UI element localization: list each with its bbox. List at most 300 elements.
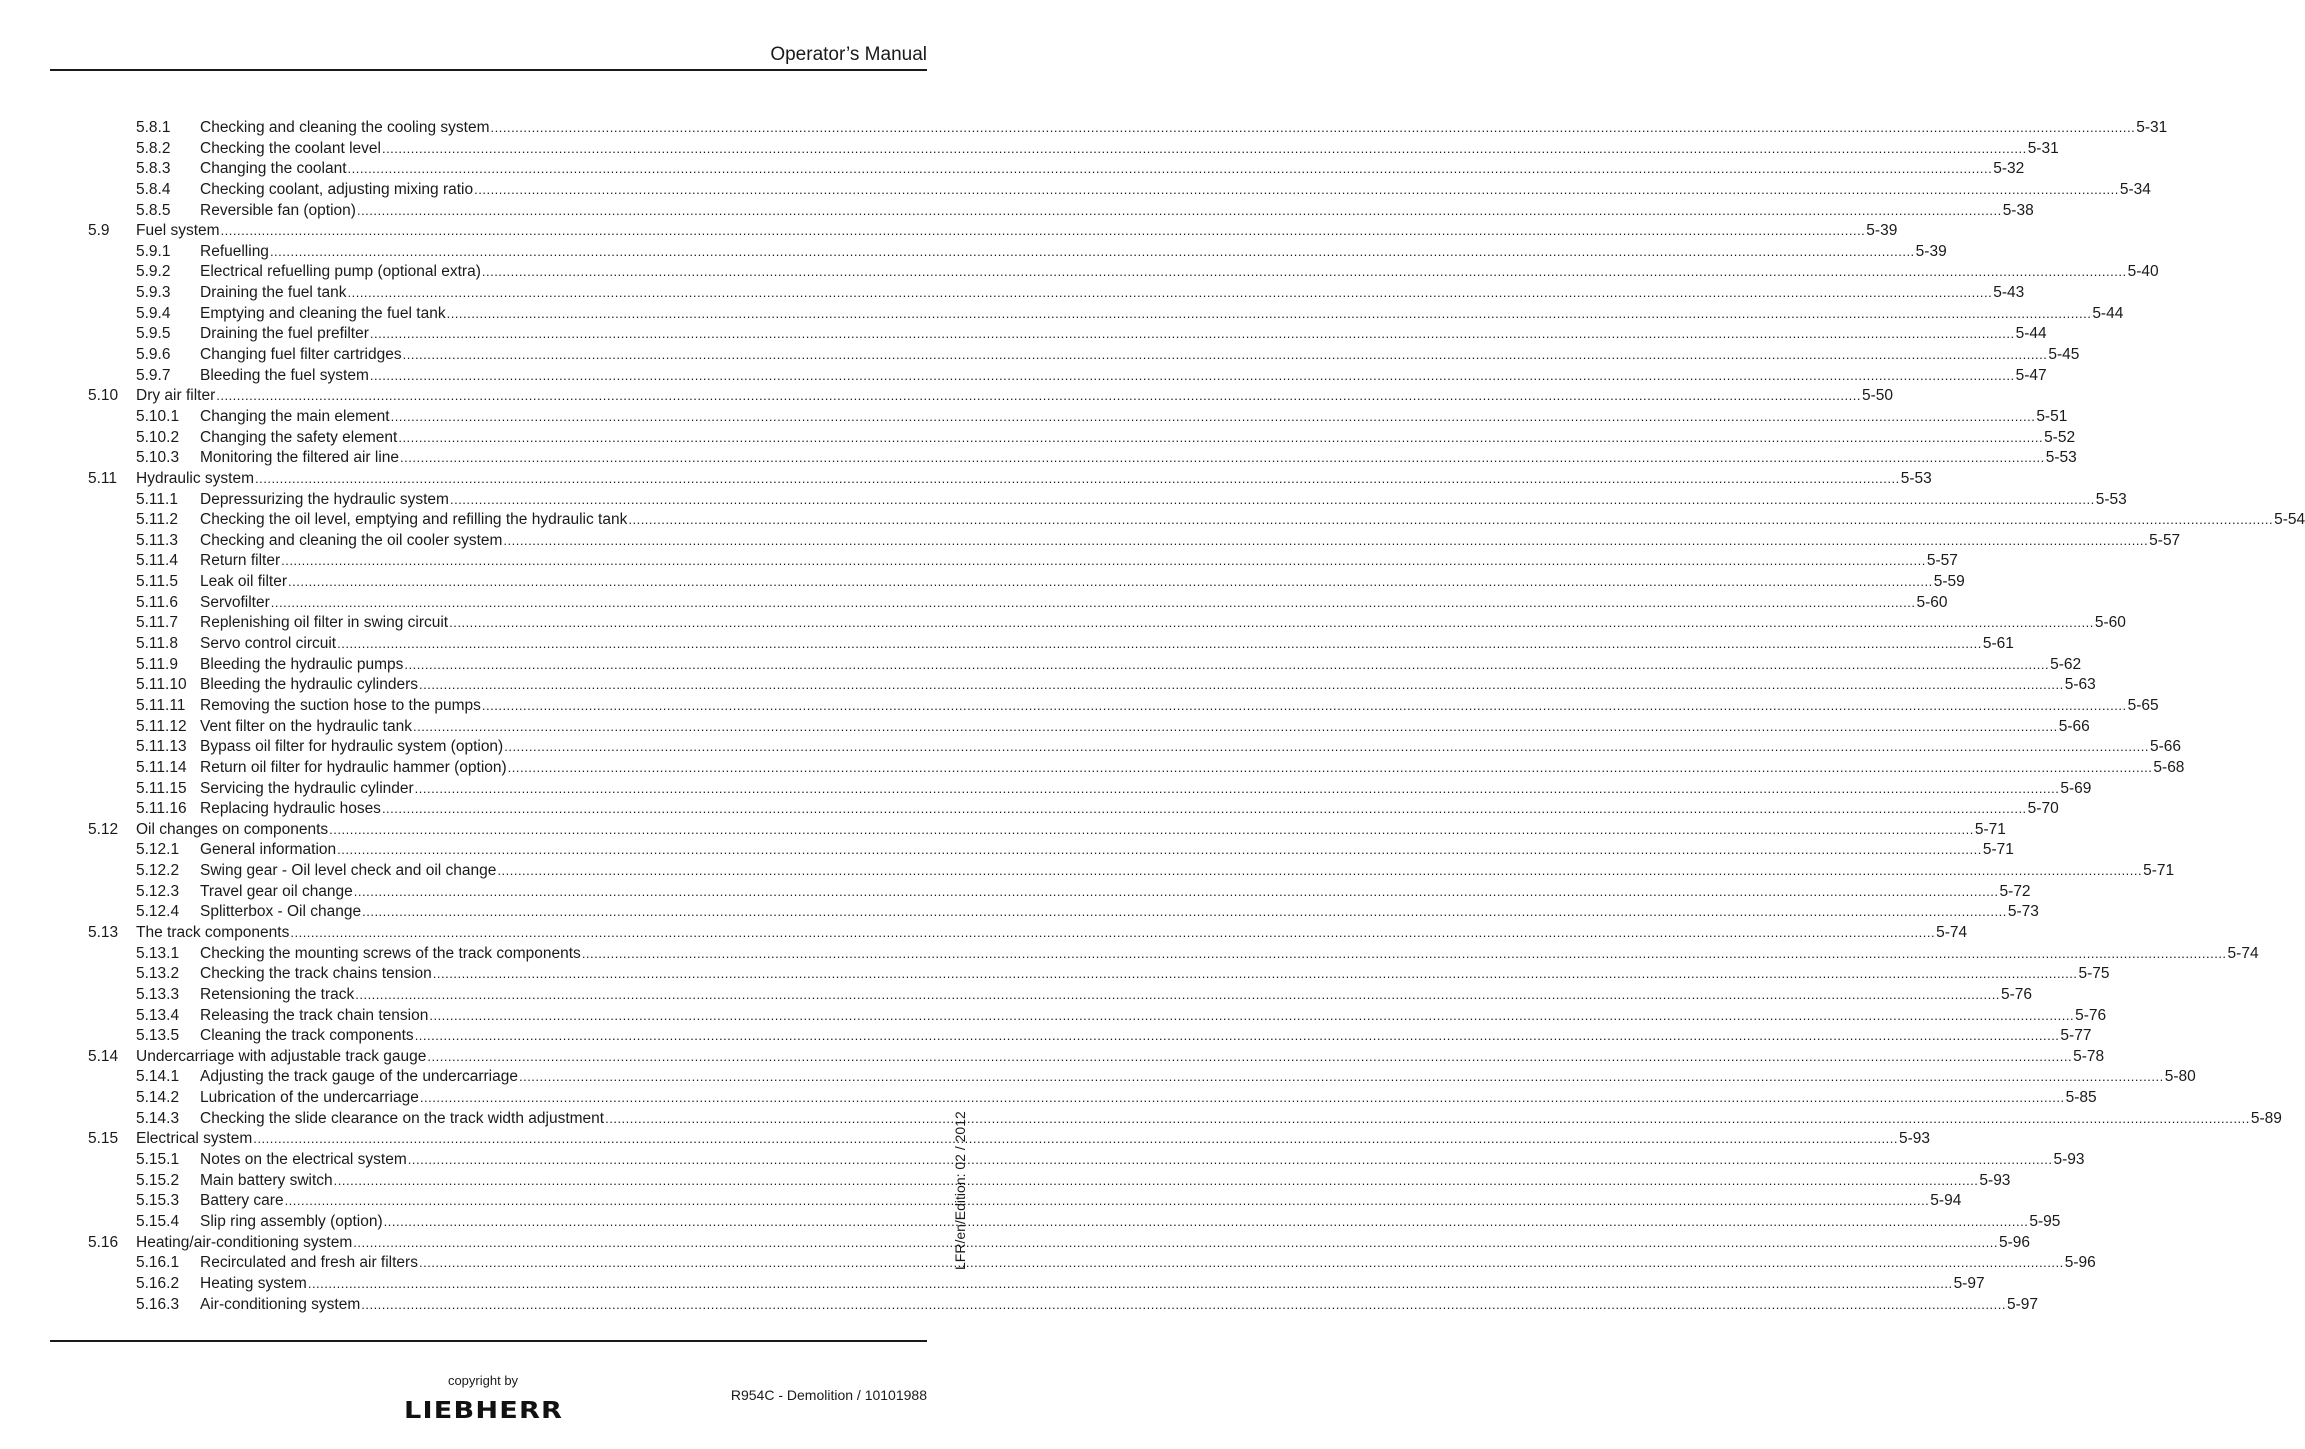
toc-entry-number: 5.12.3 xyxy=(136,882,180,900)
toc-entry-title: Bleeding the fuel system xyxy=(200,366,369,384)
dot-leader: ................................................................................................................................................................................................................................................................................................................................................................................................................ xyxy=(402,347,2048,363)
toc-entry-page: 5-59 xyxy=(1933,573,1965,591)
toc-entry-title: Dry air filter xyxy=(136,387,216,405)
toc-entry-title: Electrical system xyxy=(136,1130,253,1148)
toc-entry-title: Return oil filter for hydraulic hammer (option) xyxy=(200,758,507,776)
toc-entry[interactable] xyxy=(88,118,2168,139)
toc-entry-number: 5.11.11 xyxy=(136,696,186,714)
toc-entry-number: 5.13 xyxy=(88,923,119,941)
dot-leader: ................................................................................................................................................................................................................................................................................................................................................................................................................ xyxy=(329,821,1974,837)
toc-entry-line xyxy=(200,717,2090,738)
toc-entry-number: 5.13.3 xyxy=(136,985,180,1003)
toc-entry-number: 5.11.3 xyxy=(136,531,178,549)
toc-entry-title: Replacing hydraulic hoses xyxy=(200,800,381,818)
toc-entry-title: Slip ring assembly (option) xyxy=(200,1212,383,1230)
toc-entry-number: 5.8.5 xyxy=(136,201,171,219)
toc-entry-line xyxy=(200,882,2031,903)
toc-entry-page: 5-63 xyxy=(2064,676,2096,694)
toc-entry-line xyxy=(200,1191,1962,1212)
toc-entry-number: 5.9.4 xyxy=(136,304,171,322)
toc-entry-line xyxy=(200,201,2034,222)
toc-entry[interactable] xyxy=(88,1295,2038,1316)
toc-entry[interactable] xyxy=(88,510,2305,531)
toc-entry-line xyxy=(200,159,2025,180)
dot-leader: ................................................................................................................................................................................................................................................................................................................................................................................................................ xyxy=(333,1172,1979,1188)
dot-leader: ................................................................................................................................................................................................................................................................................................................................................................................................................ xyxy=(337,842,1982,858)
toc-entry-line xyxy=(200,407,2068,428)
toc-entry-page: 5-54 xyxy=(2274,511,2305,529)
toc-entry-line xyxy=(200,964,2110,985)
toc-entry-number: 5.10.2 xyxy=(136,428,180,446)
toc-entry[interactable] xyxy=(88,1088,2097,1109)
toc-entry[interactable] xyxy=(88,737,2181,758)
toc-entry-page: 5-32 xyxy=(1993,160,2025,178)
toc-entry[interactable] xyxy=(88,180,2151,201)
toc-entry-number: 5.11.6 xyxy=(136,593,178,611)
toc-entry[interactable] xyxy=(88,964,2110,985)
copyright-label: copyright by xyxy=(447,1373,519,1388)
toc-entry-number: 5.11.13 xyxy=(136,738,187,756)
toc-entry[interactable] xyxy=(88,572,1965,593)
dot-leader: ................................................................................................................................................................................................................................................................................................................................................................................................................ xyxy=(628,512,2274,528)
dot-leader: ................................................................................................................................................................................................................................................................................................................................................................................................................ xyxy=(390,408,2036,424)
toc-entry-page: 5-76 xyxy=(2000,985,2032,1003)
toc-entry-number: 5.14.1 xyxy=(136,1068,180,1086)
dot-leader: ................................................................................................................................................................................................................................................................................................................................................................................................................ xyxy=(481,697,2127,713)
dot-leader: ................................................................................................................................................................................................................................................................................................................................................................................................................ xyxy=(361,1296,2006,1312)
dot-leader: ................................................................................................................................................................................................................................................................................................................................................................................................................ xyxy=(288,574,1933,590)
toc-entry-line xyxy=(200,634,2014,655)
toc-entry-number: 5.13.5 xyxy=(136,1027,180,1045)
toc-entry[interactable] xyxy=(88,923,1968,944)
toc-entry-title: Checking the oil level, emptying and refilling the hydraulic tank xyxy=(200,511,628,529)
toc-entry-page: 5-71 xyxy=(2143,862,2175,880)
toc-entry-page: 5-57 xyxy=(2149,531,2181,549)
toc-entry[interactable] xyxy=(88,613,2126,634)
toc-entry[interactable] xyxy=(88,1171,2011,1192)
toc-entry[interactable] xyxy=(88,304,2124,325)
toc-entry-title: Undercarriage with adjustable track gauge xyxy=(136,1047,427,1065)
dot-leader: ................................................................................................................................................................................................................................................................................................................................................................................................................ xyxy=(418,1255,2064,1271)
toc-entry-page: 5-50 xyxy=(1861,387,1893,405)
toc-entry-number: 5.16.1 xyxy=(136,1254,180,1272)
toc-entry[interactable] xyxy=(88,1212,2061,1233)
toc-entry-page: 5-31 xyxy=(2136,119,2168,136)
toc-entry[interactable] xyxy=(88,139,2059,160)
toc-entry-line xyxy=(200,1171,2011,1192)
toc-entry[interactable] xyxy=(88,779,2092,800)
toc-entry-page: 5-65 xyxy=(2127,696,2159,714)
dot-leader: ................................................................................................................................................................................................................................................................................................................................................................................................................ xyxy=(581,945,2227,961)
dot-leader: ................................................................................................................................................................................................................................................................................................................................................................................................................ xyxy=(216,388,1861,404)
toc-entry-page: 5-94 xyxy=(1930,1192,1962,1210)
toc-entry-number: 5.15 xyxy=(88,1130,119,1148)
toc-entry-line xyxy=(136,923,1968,944)
toc-entry-line xyxy=(200,510,2305,531)
toc-entry-title: Heating system xyxy=(200,1274,307,1292)
toc-entry-page: 5-75 xyxy=(2078,965,2110,983)
toc-entry-line xyxy=(200,1253,2096,1274)
toc-entry-number: 5.9.6 xyxy=(136,346,171,364)
toc-entry[interactable] xyxy=(88,386,1893,407)
toc-entry-number: 5.11.2 xyxy=(136,511,178,529)
dot-leader: ................................................................................................................................................................................................................................................................................................................................................................................................................ xyxy=(427,1048,2073,1064)
toc-entry-line xyxy=(200,675,2096,696)
toc-entry-line xyxy=(200,985,2032,1006)
toc-entry-number: 5.11.10 xyxy=(136,676,187,694)
toc-entry-number: 5.11.12 xyxy=(136,717,187,735)
toc-entry-page: 5-57 xyxy=(1926,552,1958,570)
toc-entry-number: 5.13.4 xyxy=(136,1006,180,1024)
toc-entry[interactable] xyxy=(88,159,2025,180)
toc-entry-number: 5.11.8 xyxy=(136,635,178,653)
toc-entry-line xyxy=(200,283,2025,304)
toc-entry[interactable] xyxy=(88,840,2014,861)
dot-leader: ................................................................................................................................................................................................................................................................................................................................................................................................................ xyxy=(369,367,2015,383)
dot-leader: ................................................................................................................................................................................................................................................................................................................................................................................................................ xyxy=(381,801,2027,817)
toc-entry-line xyxy=(200,551,1958,572)
dot-leader: ................................................................................................................................................................................................................................................................................................................................................................................................................ xyxy=(432,966,2078,982)
toc-entry[interactable] xyxy=(88,1109,2282,1130)
dot-leader: ................................................................................................................................................................................................................................................................................................................................................................................................................ xyxy=(504,739,2149,755)
dot-leader: ................................................................................................................................................................................................................................................................................................................................................................................................................ xyxy=(369,326,2015,342)
toc-entry-line xyxy=(200,902,2039,923)
dot-leader: ................................................................................................................................................................................................................................................................................................................................................................................................................ xyxy=(353,883,1999,899)
toc-entry-page: 5-89 xyxy=(2250,1109,2282,1127)
toc-entry-title: Servofilter xyxy=(200,593,270,611)
dot-leader: ................................................................................................................................................................................................................................................................................................................................................................................................................ xyxy=(503,532,2149,548)
toc-entry-number: 5.9.5 xyxy=(136,325,171,343)
toc-entry-page: 5-44 xyxy=(2092,304,2124,322)
toc-entry[interactable] xyxy=(88,696,2159,717)
toc-entry[interactable] xyxy=(88,593,1948,614)
toc-entry[interactable] xyxy=(88,799,2059,820)
toc-entry-number: 5.8.1 xyxy=(136,119,171,136)
toc-entry-page: 5-60 xyxy=(2094,614,2126,632)
toc-entry[interactable] xyxy=(88,820,2006,841)
toc-entry-number: 5.14.2 xyxy=(136,1089,180,1107)
toc-entry-title: Splitterbox - Oil change xyxy=(200,903,362,921)
toc-entry[interactable] xyxy=(88,448,2077,469)
toc-entry-title: Swing gear - Oil level check and oil change xyxy=(200,862,497,880)
toc-entry-number: 5.9.2 xyxy=(136,263,171,281)
toc-entry[interactable] xyxy=(88,1191,1962,1212)
toc-entry-title: Electrical refuelling pump (optional extra) xyxy=(200,263,481,281)
dot-leader: ................................................................................................................................................................................................................................................................................................................................................................................................................ xyxy=(220,223,1866,239)
toc-entry-number: 5.8.4 xyxy=(136,180,171,198)
dot-leader: ................................................................................................................................................................................................................................................................................................................................................................................................................ xyxy=(605,1110,2250,1126)
toc-entry[interactable] xyxy=(88,944,2259,965)
toc-entry-number: 5.11 xyxy=(88,469,118,487)
toc-entry[interactable] xyxy=(88,1150,2085,1171)
toc-entry-title: Oil changes on components xyxy=(136,820,329,838)
toc-entry-page: 5-66 xyxy=(2149,738,2181,756)
toc-entry-title: Adjusting the track gauge of the undercarriage xyxy=(200,1068,518,1086)
dot-leader: ................................................................................................................................................................................................................................................................................................................................................................................................................ xyxy=(449,615,2094,631)
toc-entry[interactable] xyxy=(88,902,2039,923)
toc-entry-page: 5-96 xyxy=(1998,1233,2031,1251)
toc-entry-page: 5-53 xyxy=(2045,449,2077,467)
toc-entry[interactable] xyxy=(88,1067,2196,1088)
toc-entry-number: 5.15.4 xyxy=(136,1212,180,1230)
toc-entry[interactable] xyxy=(88,655,2082,676)
toc-entry[interactable] xyxy=(88,531,2181,552)
toc-entry-line xyxy=(200,737,2181,758)
toc-entry[interactable] xyxy=(88,1233,2031,1254)
toc-entry-title: Removing the suction hose to the pumps xyxy=(200,696,481,714)
toc-entry-line xyxy=(200,613,2126,634)
toc-entry-page: 5-93 xyxy=(1979,1171,2011,1189)
toc-entry-page: 5-78 xyxy=(2073,1047,2105,1065)
toc-entry-number: 5.10.3 xyxy=(136,449,180,467)
toc-entry-page: 5-45 xyxy=(2048,346,2080,364)
toc-entry[interactable] xyxy=(88,469,1932,490)
dot-leader: ................................................................................................................................................................................................................................................................................................................................................................................................................ xyxy=(407,1152,2053,1168)
dot-leader: ................................................................................................................................................................................................................................................................................................................................................................................................................ xyxy=(307,1275,1953,1291)
toc-entry-line xyxy=(200,1150,2085,1171)
toc-entry[interactable] xyxy=(88,201,2034,222)
toc-entry-title: Changing the coolant xyxy=(200,160,347,178)
dot-leader: ................................................................................................................................................................................................................................................................................................................................................................................................................ xyxy=(414,780,2060,796)
toc-entry-line xyxy=(200,304,2124,325)
toc-entry-page: 5-71 xyxy=(1982,841,2014,859)
toc-entry-line xyxy=(200,262,2159,283)
toc-entry-title: Leak oil filter xyxy=(200,573,288,591)
toc-entry-page: 5-70 xyxy=(2027,800,2059,818)
toc-entry-number: 5.8.3 xyxy=(136,160,171,178)
toc-entry-number: 5.9.1 xyxy=(136,242,171,260)
toc-entry-line xyxy=(200,345,2080,366)
toc-entry-line xyxy=(200,1006,2107,1027)
toc-entry-title: Lubrication of the undercarriage xyxy=(200,1089,419,1107)
toc-entry-title: Bleeding the hydraulic pumps xyxy=(200,655,404,673)
toc-entry-line xyxy=(136,221,1898,242)
toc-entry[interactable] xyxy=(88,882,2031,903)
toc-entry-page: 5-47 xyxy=(2015,366,2047,384)
toc-entry-page: 5-39 xyxy=(1915,242,1947,260)
toc-entry-number: 5.16.2 xyxy=(136,1274,180,1292)
dot-leader: ................................................................................................................................................................................................................................................................................................................................................................................................................ xyxy=(412,718,2058,734)
toc-entry-page: 5-74 xyxy=(2227,944,2259,962)
toc-entry[interactable] xyxy=(88,1253,2096,1274)
toc-entry-title: Depressurizing the hydraulic system xyxy=(200,490,449,508)
toc-entry-line xyxy=(136,386,1893,407)
toc-entry[interactable] xyxy=(88,1274,1985,1295)
toc-entry-title: Hydraulic system xyxy=(136,469,254,487)
dot-leader: ................................................................................................................................................................................................................................................................................................................................................................................................................ xyxy=(398,429,2044,445)
toc-entry-title: Fuel system xyxy=(136,222,220,240)
toc-entry[interactable] xyxy=(88,221,1898,242)
dot-leader: ................................................................................................................................................................................................................................................................................................................................................................................................................ xyxy=(253,1131,1899,1147)
toc-entry-number: 5.15.3 xyxy=(136,1192,180,1210)
toc-entry-page: 5-96 xyxy=(2064,1254,2096,1272)
toc-entry-title: Bypass oil filter for hydraulic system (option) xyxy=(200,738,504,756)
toc-entry-title: Bleeding the hydraulic cylinders xyxy=(200,676,418,694)
toc-entry-title: Checking the mounting screws of the track components xyxy=(200,944,581,962)
toc-entry-number: 5.13.2 xyxy=(136,965,180,983)
toc-entry-page: 5-66 xyxy=(2058,717,2090,735)
toc-entry-title: Checking the track chains tension xyxy=(200,965,432,983)
toc-entry-title: Heating/air-conditioning system xyxy=(136,1233,353,1251)
toc-entry-number: 5.14 xyxy=(88,1047,119,1065)
toc-entry-line xyxy=(200,180,2151,201)
toc-entry[interactable] xyxy=(88,283,2025,304)
toc-entry-page: 5-44 xyxy=(2015,325,2047,343)
toc-entry-page: 5-80 xyxy=(2164,1068,2196,1086)
toc-entry-line xyxy=(136,1047,2105,1068)
toc-entry-title: Changing the main element xyxy=(200,407,390,425)
toc-entry-title: Draining the fuel prefilter xyxy=(200,325,369,343)
dot-leader: ................................................................................................................................................................................................................................................................................................................................................................................................................ xyxy=(404,656,2050,672)
header-divider xyxy=(50,69,927,71)
toc-entry-number: 5.12.4 xyxy=(136,903,180,921)
toc-entry-page: 5-73 xyxy=(2007,903,2039,921)
toc-entry-title: Checking and cleaning the cooling system xyxy=(200,119,490,136)
toc-entry-title: The track components xyxy=(136,923,290,941)
toc-entry-page: 5-76 xyxy=(2075,1006,2107,1024)
toc-entry-title: Releasing the track chain tension xyxy=(200,1006,429,1024)
toc-entry-number: 5.11.7 xyxy=(136,614,178,632)
toc-entry-line xyxy=(200,139,2059,160)
toc-entry-line xyxy=(200,448,2077,469)
toc-entry-title: Emptying and cleaning the fuel tank xyxy=(200,304,446,322)
toc-entry[interactable] xyxy=(88,1006,2107,1027)
toc-entry-title: Notes on the electrical system xyxy=(200,1151,407,1169)
toc-entry[interactable] xyxy=(88,758,2185,779)
toc-entry-page: 5-74 xyxy=(1936,923,1968,941)
dot-leader: ................................................................................................................................................................................................................................................................................................................................................................................................................ xyxy=(381,140,2027,156)
toc-entry[interactable] xyxy=(88,490,2127,511)
toc-entry-title: Vent filter on the hydraulic tank xyxy=(200,717,412,735)
dot-leader: ................................................................................................................................................................................................................................................................................................................................................................................................................ xyxy=(400,450,2045,466)
dot-leader: ................................................................................................................................................................................................................................................................................................................................................................................................................ xyxy=(347,285,1993,301)
toc-entry-page: 5-97 xyxy=(1953,1274,1985,1292)
toc-entry-page: 5-62 xyxy=(2050,655,2082,673)
toc-entry[interactable] xyxy=(88,551,1958,572)
toc-entry-page: 5-31 xyxy=(2027,139,2059,157)
toc-entry-title: Checking the coolant level xyxy=(200,139,381,157)
toc-entry-title: Changing fuel filter cartridges xyxy=(200,346,402,364)
toc-entry-line xyxy=(200,779,2092,800)
toc-entry-page: 5-38 xyxy=(2002,201,2034,219)
toc-entry-line xyxy=(200,366,2047,387)
toc-entry-title: Replenishing oil filter in swing circuit xyxy=(200,614,449,632)
toc-entry[interactable] xyxy=(88,428,2076,449)
toc-entry-number: 5.15.2 xyxy=(136,1171,180,1189)
toc-entry-number: 5.8.2 xyxy=(136,139,171,157)
toc-entry[interactable] xyxy=(88,634,2014,655)
toc-entry-line xyxy=(200,1295,2038,1316)
toc-entry[interactable] xyxy=(88,675,2096,696)
toc-entry-line xyxy=(200,242,1947,263)
toc-entry-number: 5.14.3 xyxy=(136,1109,180,1127)
toc-entry-page: 5-53 xyxy=(2095,490,2127,508)
toc-entry-line xyxy=(200,1109,2282,1130)
toc-entry-line xyxy=(200,840,2014,861)
toc-entry-number: 5.11.1 xyxy=(136,490,178,508)
toc-entry-title: Draining the fuel tank xyxy=(200,284,347,302)
toc-entry[interactable] xyxy=(88,717,2090,738)
toc-entry[interactable] xyxy=(88,1129,1931,1150)
toc-entry-line xyxy=(200,531,2181,552)
toc-entry-line xyxy=(200,1067,2196,1088)
dot-leader: ................................................................................................................................................................................................................................................................................................................................................................................................................ xyxy=(449,491,2095,507)
toc-entry[interactable] xyxy=(88,242,1947,263)
toc-entry-line xyxy=(136,469,1932,490)
toc-entry[interactable] xyxy=(88,985,2032,1006)
toc-entry-line xyxy=(200,944,2259,965)
dot-leader: ................................................................................................................................................................................................................................................................................................................................................................................................................ xyxy=(507,759,2153,775)
toc-entry-page: 5-97 xyxy=(2006,1295,2038,1313)
dot-leader: ................................................................................................................................................................................................................................................................................................................................................................................................................ xyxy=(353,1234,1998,1250)
dot-leader: ................................................................................................................................................................................................................................................................................................................................................................................................................ xyxy=(474,181,2119,197)
toc-entry-line xyxy=(200,428,2076,449)
toc-entry-page: 5-39 xyxy=(1866,222,1898,240)
toc-entry[interactable] xyxy=(88,1026,2092,1047)
dot-leader: ................................................................................................................................................................................................................................................................................................................................................................................................................ xyxy=(355,986,2000,1002)
toc-entry-line xyxy=(136,820,2006,841)
toc-entry-title: Battery care xyxy=(200,1192,284,1210)
toc-entry-number: 5.16 xyxy=(88,1233,119,1251)
dot-leader: ................................................................................................................................................................................................................................................................................................................................................................................................................ xyxy=(290,924,1936,940)
toc-entry-title: Recirculated and fresh air filters xyxy=(200,1254,418,1272)
toc-entry-title: Checking and cleaning the oil cooler system xyxy=(200,531,503,549)
toc-entry-line xyxy=(200,696,2159,717)
dot-leader: ................................................................................................................................................................................................................................................................................................................................................................................................................ xyxy=(429,1007,2075,1023)
footer-divider xyxy=(50,1340,927,1342)
toc-entry-line xyxy=(200,758,2185,779)
dot-leader: ................................................................................................................................................................................................................................................................................................................................................................................................................ xyxy=(418,677,2064,693)
toc-entry[interactable] xyxy=(88,407,2068,428)
toc-entry-page: 5-68 xyxy=(2153,758,2185,776)
toc-entry[interactable] xyxy=(88,1047,2105,1068)
toc-entry-number: 5.11.4 xyxy=(136,552,178,570)
toc-entry-page: 5-40 xyxy=(2127,263,2159,281)
toc-entry-page: 5-52 xyxy=(2044,428,2076,446)
dot-leader: ................................................................................................................................................................................................................................................................................................................................................................................................................ xyxy=(356,202,2002,218)
toc-entry-page: 5-51 xyxy=(2036,407,2068,425)
toc-entry-line xyxy=(200,593,1948,614)
dot-leader: ................................................................................................................................................................................................................................................................................................................................................................................................................ xyxy=(284,1193,1930,1209)
toc-entry-number: 5.12.1 xyxy=(136,841,180,859)
liebherr-logo: LIEBHERR xyxy=(404,1398,564,1424)
toc-entry-title: Changing the safety element xyxy=(200,428,398,446)
toc-entry[interactable] xyxy=(88,366,2047,387)
toc-entry-page: 5-60 xyxy=(1916,593,1948,611)
toc-entry[interactable] xyxy=(88,345,2080,366)
toc-entry-page: 5-43 xyxy=(1993,284,2025,302)
dot-leader: ................................................................................................................................................................................................................................................................................................................................................................................................................ xyxy=(270,594,1916,610)
toc-entry-number: 5.12.2 xyxy=(136,862,180,880)
dot-leader: ................................................................................................................................................................................................................................................................................................................................................................................................................ xyxy=(490,120,2136,135)
dot-leader: ................................................................................................................................................................................................................................................................................................................................................................................................................ xyxy=(362,904,2007,920)
dot-leader: ................................................................................................................................................................................................................................................................................................................................................................................................................ xyxy=(255,470,1900,486)
toc-entry[interactable] xyxy=(88,262,2159,283)
toc-entry-page: 5-69 xyxy=(2060,779,2092,797)
toc-entry-line xyxy=(200,1088,2097,1109)
toc-entry-title: Cleaning the track components xyxy=(200,1027,414,1045)
toc-entry-title: Air-conditioning system xyxy=(200,1295,361,1313)
toc-entry-line xyxy=(136,1233,2031,1254)
toc-entry-title: Reversible fan (option) xyxy=(200,201,356,219)
toc-entry-title: Main battery switch xyxy=(200,1171,333,1189)
toc-entry-number: 5.15.1 xyxy=(136,1151,180,1169)
toc-entry[interactable] xyxy=(88,324,2047,345)
toc-entry-title: Monitoring the filtered air line xyxy=(200,449,400,467)
toc-entry-title: Travel gear oil change xyxy=(200,882,353,900)
toc-entry-line xyxy=(200,572,1965,593)
toc-entry[interactable] xyxy=(88,861,2175,882)
